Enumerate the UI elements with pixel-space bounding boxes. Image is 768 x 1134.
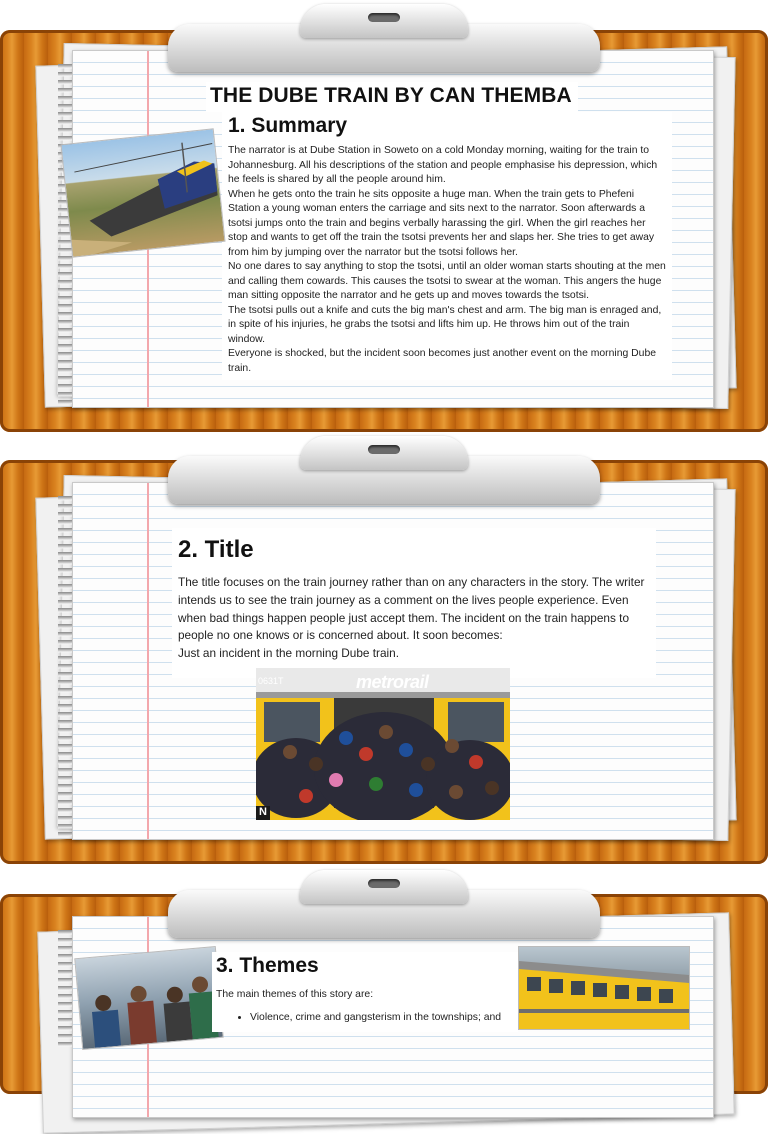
yellow-train-illustration bbox=[519, 947, 689, 1029]
yellow-train-photo bbox=[518, 946, 690, 1030]
commuters-illustration bbox=[75, 947, 222, 1049]
clipboard-panel-themes bbox=[0, 866, 768, 1024]
title-paragraph: The title focuses on the train journey rather than on any characters in the story. The writer intends us to see the train journey as a comment on the lives people experience. Even when bad things happen people just accept them. The incident on the train happens to people no one knows or is concerned about. It soon becomes: bbox=[178, 575, 645, 643]
themes-intro: The main themes of this story are: bbox=[216, 989, 374, 1000]
train-landscape-photo bbox=[60, 128, 225, 257]
section-heading-title: 2. Title bbox=[178, 536, 254, 563]
summary-paragraph: The narrator is at Dube Station in Soweto on a cold Monday morning, waiting for the train to Johannesburg. All his descriptions of the station and people emphasise his depression, which he feels is shared by all the people around him. bbox=[228, 145, 658, 185]
themes-list-item: • Violence, crime and gangsterism in the townships; and bbox=[250, 1012, 530, 1023]
title-paragraph: Just an incident in the morning Dube train. bbox=[178, 646, 399, 661]
document-title: THE DUBE TRAIN BY CAN THEMBA bbox=[210, 84, 572, 107]
clipboard-panel-summary bbox=[0, 0, 768, 440]
summary-paragraph: Everyone is shocked, but the incident soon becomes just another event on the morning Dube train. bbox=[228, 348, 657, 374]
summary-text bbox=[228, 144, 666, 376]
commuters-inside-train-photo bbox=[74, 946, 223, 1050]
section-heading-summary: 1. Summary bbox=[228, 114, 348, 137]
binder-ring-icon bbox=[58, 930, 72, 1050]
summary-paragraph: The tsotsi pulls out a knife and cuts the big man's chest and arm. The big man is enraged and, in spite of his injuries, he grabs the tsotsi and lifts him up. He throws him out of the train window. bbox=[228, 304, 662, 345]
metrorail-logo: metrorail bbox=[356, 672, 429, 692]
corner-logo: N bbox=[259, 806, 267, 818]
train-number-label: 0631T bbox=[258, 676, 284, 686]
binder-ring-icon bbox=[58, 496, 72, 836]
train-photo-illustration bbox=[62, 129, 225, 256]
themes-list bbox=[232, 1012, 530, 1023]
clip-hole bbox=[368, 13, 400, 22]
clip-hole bbox=[368, 445, 400, 454]
summary-paragraph: No one dares to say anything to stop the tsotsi, until an older woman starts shouting at the men and calling them cowards. This causes the tsotsi to swear at the woman. This angers the huge man sitting opposite the narrator and he gets up and moves towards the tsotsi. bbox=[228, 261, 666, 301]
title-section-text bbox=[178, 574, 650, 663]
summary-paragraph: When he gets onto the train he sits opposite a huge man. When the train gets to Phefeni Station a young woman enters the carriage and sits next to the narrator. Soon afterwards a tsotsi jumps onto the train and begins verbally harassing the girl. When the girl reaches her stop and wants to get off the train the tsotsi prevents her and slaps her. She tries to get away from him by jumping over the narrator but the tsotsi follows her. bbox=[228, 188, 655, 258]
crowded-train-photo bbox=[256, 668, 510, 820]
section-heading-themes: 3. Themes bbox=[216, 954, 319, 977]
clip-hole bbox=[368, 879, 400, 888]
clipboard-panel-title bbox=[0, 432, 768, 872]
margin-line bbox=[147, 483, 149, 839]
